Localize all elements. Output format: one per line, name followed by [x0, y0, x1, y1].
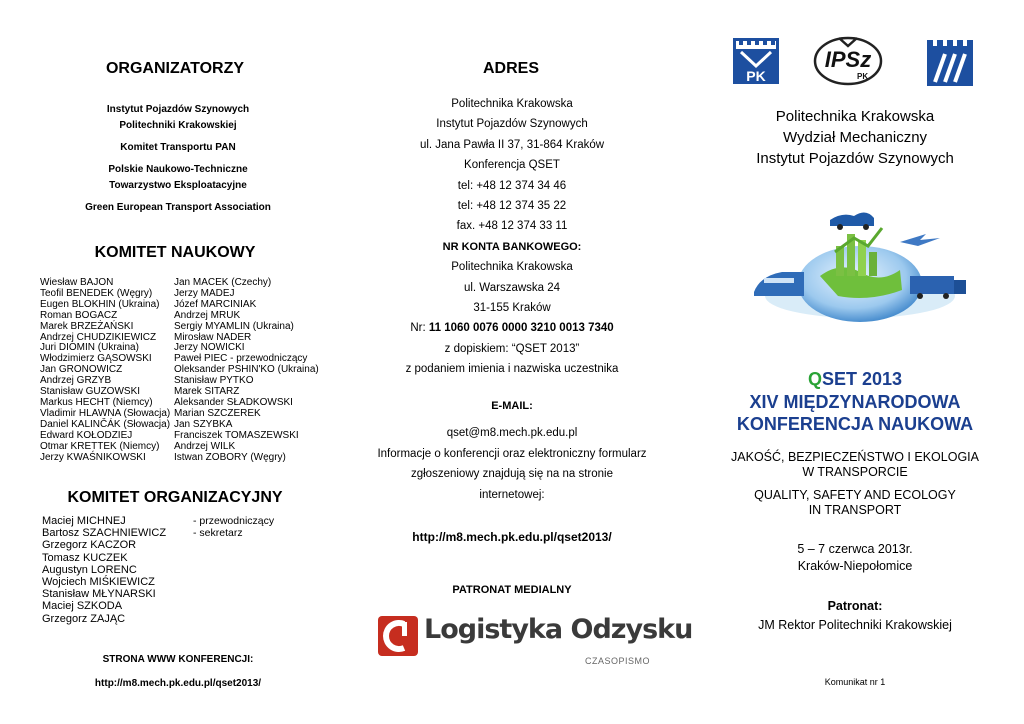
committee-member: Stanisław MŁYNARSKI [42, 588, 156, 601]
organizing-committee-members [42, 515, 166, 625]
faculty-emblem-icon [927, 40, 973, 86]
ipsz-emblem-icon [813, 34, 883, 86]
committee-member: Edward KOŁODZIEJ [40, 429, 133, 441]
address-line: Konferencja QSET [464, 159, 560, 172]
committee-member: Grzegorz ZAJĄC [42, 612, 126, 625]
committee-member: Jan SZYBKA [174, 418, 233, 430]
email-block [362, 396, 662, 505]
patron-heading: Patronat: [827, 599, 883, 613]
conference-date: 5 – 7 czerwca 2013r. [797, 542, 913, 556]
scientific-committee-left [40, 278, 170, 463]
committee-member: Maciej MICHNEJ [42, 515, 126, 527]
website-link[interactable]: http://m8.mech.pk.edu.pl/qset2013/ [94, 678, 262, 689]
committee-member: Jerzy KWAŚNIKOWSKI [40, 451, 146, 463]
ipsz-pk-label: PK [857, 72, 869, 81]
organizer-line: Green European Transport Association [85, 202, 271, 213]
committee-member: Teofil BENEDEK (Węgry) [40, 287, 153, 299]
topic-line: W TRANSPORCIE [802, 464, 908, 479]
committee-member: Andrzej WILK [174, 440, 236, 452]
committee-member: Franciszek TOMASZEWSKI [174, 429, 299, 441]
conference-subtitle: KONFERENCJA NAUKOWA [736, 414, 974, 434]
committee-member: Maciej SZKODA [42, 600, 123, 613]
bank-account-number: 11 1060 0076 0000 3210 0013 7340 [428, 322, 614, 335]
logo-text: Logistyka Odzysku [424, 614, 693, 645]
topic-line: JAKOŚĆ, BEZPIECZEŃSTWO I EKOLOGIA [731, 450, 979, 464]
conference-title [700, 368, 1010, 391]
committee-member: Jan MACEK (Czechy) [174, 277, 272, 288]
conference-link[interactable]: http://m8.mech.pk.edu.pl/qset2013/ [412, 530, 612, 544]
committee-member: Markus HECHT (Niemcy) [40, 396, 153, 408]
committee-member: Sergiy MYAMLIN (Ukraina) [174, 320, 294, 332]
organizing-committee-roles [193, 515, 274, 539]
patron-name: JM Rektor Politechniki Krakowskiej [758, 617, 952, 632]
patron-block [700, 598, 1010, 633]
committee-member: Marek SITARZ [174, 386, 240, 398]
organizer-line: Polskie Naukowo-Techniczne [108, 164, 248, 175]
committee-member: Vladimir HLAWNA (Słowacja) [40, 407, 171, 419]
committee-member: Paweł PIEC - przewodniczący [174, 353, 308, 365]
globe-transport-icon [750, 206, 970, 326]
committee-member: Oleksander PSHIN'KO (Ukraina) [174, 364, 319, 376]
topic-pl [700, 450, 1010, 479]
faculty-logo [927, 40, 973, 86]
logo-mark-icon [378, 616, 418, 656]
transport-globe-illustration [750, 206, 970, 326]
bank-note: z dopiskiem: “QSET 2013” [444, 342, 580, 355]
ipsz-label: IPSz [824, 47, 872, 72]
info-line: internetowej: [479, 488, 545, 501]
address-heading: ADRES [482, 60, 539, 77]
conference-date-place [700, 541, 1010, 574]
organizers-heading: ORGANIZATORZY [105, 60, 245, 77]
committee-member: Wiesław BAJON [40, 277, 114, 288]
organizer-line: Politechniki Krakowskiej [119, 120, 237, 131]
bank-line: ul. Warszawska 24 [463, 281, 561, 294]
organizer-line: Instytut Pojazdów Szynowych [106, 104, 250, 115]
faculty-name: Wydział Mechaniczny [782, 129, 928, 146]
address-block [362, 94, 662, 380]
committee-member: Grzegorz KACZOR [42, 539, 137, 552]
committee-member: Stanisław GUZOWSKI [40, 386, 141, 398]
university-name: Politechnika Krakowska [775, 108, 935, 125]
committee-role: - sekretarz [193, 527, 243, 540]
committee-member: Andrzej GRZYB [40, 375, 112, 387]
conference-place: Kraków-Niepołomice [797, 558, 913, 573]
address-line: Instytut Pojazdów Szynowych [436, 118, 588, 131]
bank-note: z podaniem imienia i nazwiska uczestnika [405, 363, 619, 376]
committee-member: Eugen BLOKHIN (Ukraina) [40, 298, 160, 310]
organizer-line: Towarzystwo Eksploatacyjne [109, 180, 247, 191]
committee-member: Mirosław NADER [174, 331, 252, 343]
committee-member: Daniel KALINČÁK (Słowacja) [40, 418, 171, 430]
committee-member: Andrzej MRUK [174, 309, 241, 321]
committee-member: Otmar KRETTEK (Niemcy) [40, 440, 160, 452]
pk-crest-icon [733, 38, 779, 84]
organizing-committee-heading: KOMITET ORGANIZACYJNY [67, 489, 283, 506]
info-line: Informacje o konferencji oraz elektroniczny formularz [377, 447, 647, 460]
organizers-list [40, 102, 316, 216]
info-line: zgłoszeniowy znajdują się na na stronie [410, 468, 613, 481]
conference-title-rest: SET 2013 [821, 369, 903, 389]
university-block [720, 106, 990, 169]
committee-member: Aleksander SŁADKOWSKI [174, 396, 293, 408]
conference-q-letter: Q [807, 369, 822, 389]
topic-line: QUALITY, SAFETY AND ECOLOGY [754, 488, 956, 502]
committee-member: Józef MARCINIAK [174, 298, 257, 310]
pk-label: PK [746, 68, 766, 84]
committee-member: Marek BRZEŻAŃSKI [40, 320, 134, 332]
committee-member: Wojciech MIŚKIEWICZ [42, 576, 155, 589]
communique-number: Komunikat nr 1 [824, 677, 886, 687]
committee-member: Jerzy NOWICKI [174, 342, 245, 354]
scientific-committee-heading: KOMITET NAUKOWY [94, 244, 256, 261]
committee-member: Marian SZCZEREK [174, 407, 261, 419]
scientific-committee-right [174, 278, 319, 463]
phone-line: tel: +48 12 374 34 46 [457, 179, 567, 192]
organizer-line: Komitet Transportu PAN [120, 142, 236, 153]
committee-member: Jan GRONOWICZ [40, 364, 123, 376]
committee-member: Roman BOGACZ [40, 309, 118, 321]
conference-title-block [700, 368, 1010, 436]
institute-name: Instytut Pojazdów Szynowych [756, 150, 954, 167]
committee-member: Jerzy MADEJ [174, 287, 235, 299]
committee-member: Juri DIOMIN (Ukraina) [40, 342, 139, 354]
topic-en [700, 488, 1010, 517]
phone-line: tel: +48 12 374 35 22 [457, 200, 567, 213]
email-address[interactable]: qset@m8.mech.pk.edu.pl [446, 427, 578, 440]
committee-member: Stanisław PYTKO [174, 375, 254, 387]
committee-role: - przewodniczący [193, 515, 275, 527]
email-heading: E-MAIL: [491, 400, 533, 412]
bank-account [362, 318, 662, 338]
website-heading: STRONA WWW KONFERENCJI: [102, 654, 254, 665]
bank-line: Politechnika Krakowska [451, 261, 573, 274]
fax-line: fax. +48 12 374 33 11 [456, 220, 568, 233]
address-line: Politechnika Krakowska [451, 98, 573, 110]
bank-account-prefix: Nr: [410, 322, 429, 335]
committee-member: Istwan ZOBORY (Węgry) [174, 451, 286, 463]
committee-member: Tomasz KUCZEK [42, 551, 128, 564]
conference-subtitle: XIV MIĘDZYNARODOWA [749, 391, 961, 412]
committee-member: Augustyn LORENC [42, 563, 137, 576]
committee-member: Andrzej CHUDZIKIEWICZ [40, 331, 157, 343]
bank-heading: NR KONTA BANKOWEGO: [442, 240, 582, 253]
media-patron-heading: PATRONAT MEDIALNY [452, 584, 572, 596]
committee-member: Bartosz SZACHNIEWICZ [42, 527, 167, 540]
logistyka-odzysku-logo [378, 612, 693, 672]
topic-line: IN TRANSPORT [808, 502, 902, 517]
address-line: ul. Jana Pawła II 37, 31-864 Kraków [419, 138, 605, 151]
committee-member: Włodzimierz GĄSOWSKI [40, 353, 152, 365]
pk-crest-logo [733, 38, 779, 84]
bank-line: 31-155 Kraków [473, 302, 551, 315]
ipsz-logo [813, 34, 883, 86]
logo-subtext: CZASOPISMO [585, 656, 651, 666]
